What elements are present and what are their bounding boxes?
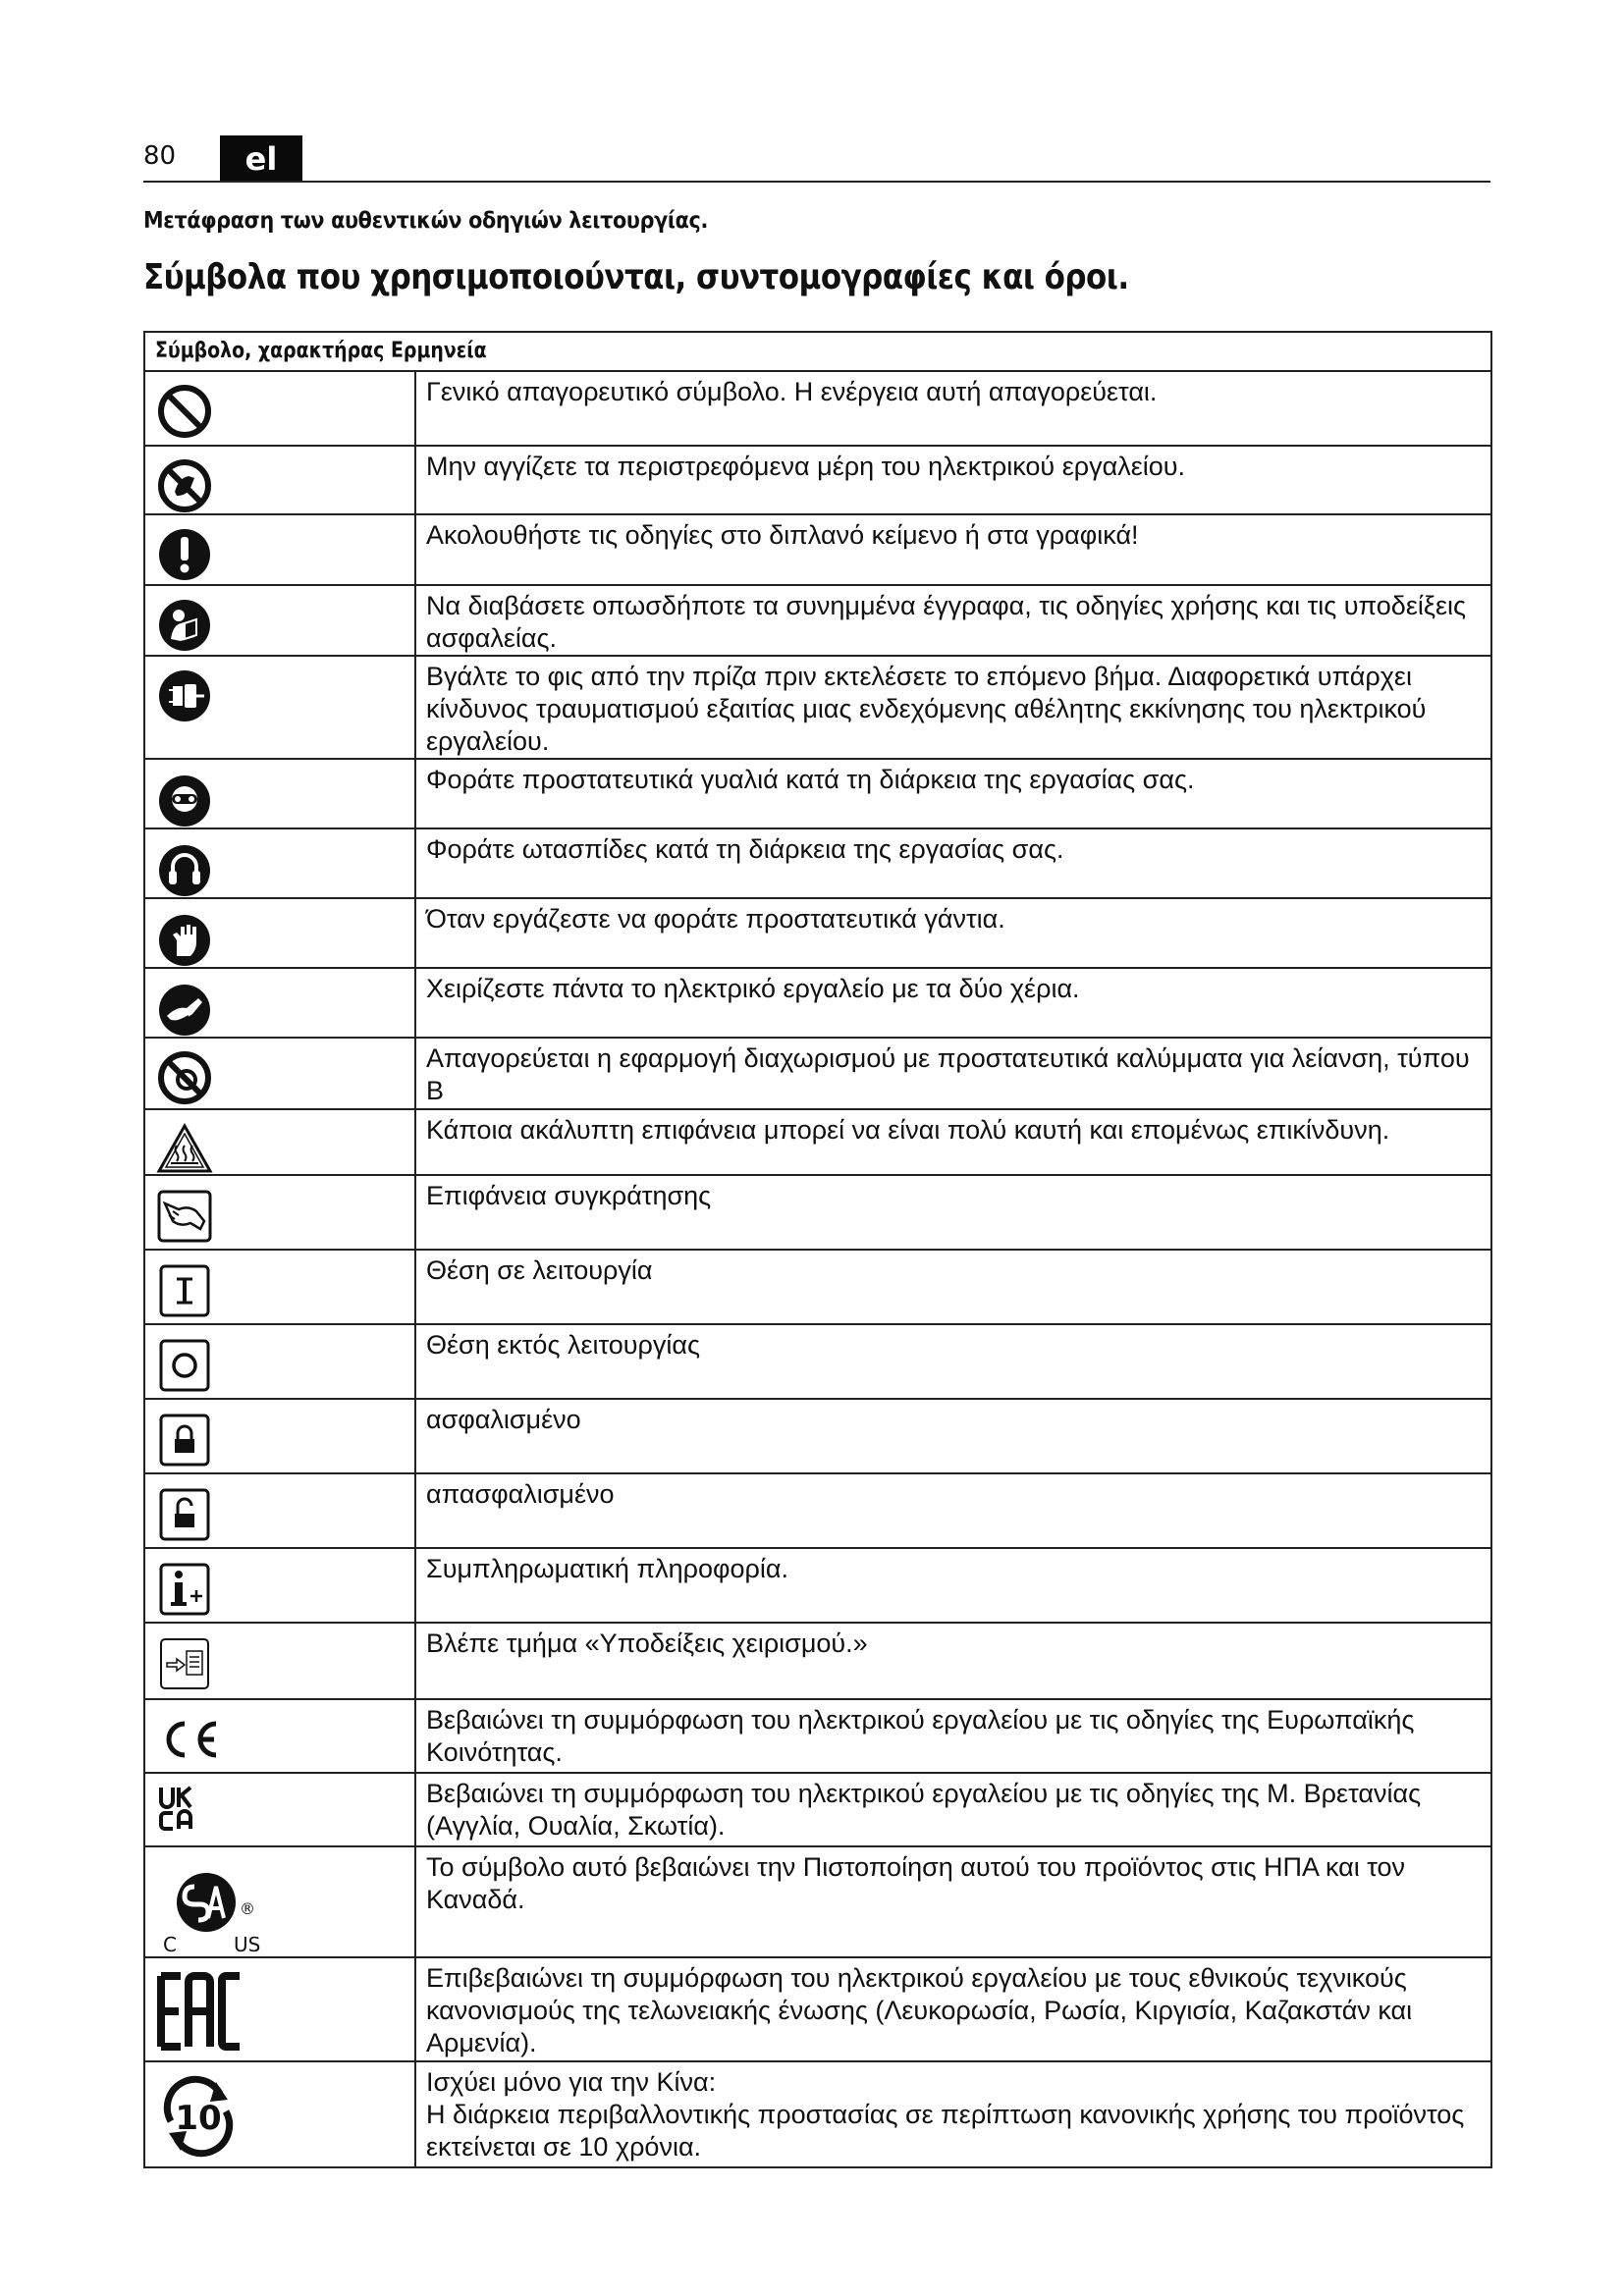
china-10-label: 10 (175, 2099, 222, 2138)
meaning-cell: Επιφάνεια συγκράτησης (415, 1175, 1491, 1250)
symbol-cell (144, 828, 415, 898)
meaning-cell: Συμπληρωματική πληροφορία. (415, 1548, 1491, 1623)
meaning-cell: Βλέπε τμήμα «Υποδείξεις χειρισμού.» (415, 1623, 1491, 1699)
symbol-cell (144, 1250, 415, 1324)
meaning-cell: Χειρίζεστε πάντα το ηλεκτρικό εργαλείο με τα δύο χέρια. (415, 968, 1491, 1038)
ear-protection-icon (155, 839, 214, 898)
symbol-cell (144, 759, 415, 828)
symbol-cell (144, 1957, 415, 2061)
ukca-mark-icon (155, 1784, 214, 1842)
lock-closed-icon (155, 1410, 214, 1468)
meaning-cell: Όταν εργάζεστε να φοράτε προστατευτικά γάντια. (415, 898, 1491, 968)
meaning-cell: Κάποια ακάλυπτη επιφάνεια μπορεί να είναι πολύ καυτή και επομένως επικίνδυνη. (415, 1109, 1491, 1175)
meaning-cell (415, 2061, 1491, 2167)
china-10-years-icon (155, 2072, 253, 2161)
info-plus-icon (155, 1559, 214, 1618)
symbol-cell (144, 446, 415, 514)
language-tag: el (220, 135, 302, 181)
two-hands-icon (155, 979, 214, 1038)
gloves-icon (155, 909, 214, 968)
prohibition-icon (155, 382, 214, 441)
table-row (144, 1399, 1491, 1473)
table-row (144, 1548, 1491, 1623)
symbols-table (143, 331, 1492, 2168)
symbol-cell (144, 1399, 415, 1473)
grip-surface-icon (155, 1186, 214, 1245)
table-row (144, 514, 1491, 585)
table-row (144, 585, 1491, 656)
meaning-cell: Μην αγγίζετε τα περιστρεφόμενα μέρη του ηλεκτρικού εργαλείου. (415, 446, 1491, 514)
meaning-text: Να διαβάσετε οπωσδήποτε τα συνημμένα έγγραφα, τις οδηγίες χρήσης και τις υποδείξεις ασφαλείας. (426, 591, 1466, 653)
table-row (144, 1473, 1491, 1548)
meaning-cell: Φοράτε προστατευτικά γυαλιά κατά τη διάρκεια της εργασίας σας. (415, 759, 1491, 828)
symbol-cell (144, 1109, 415, 1175)
meaning-cell: Θέση εκτός λειτουργίας (415, 1324, 1491, 1399)
csa-us-label: US (234, 1933, 261, 1955)
meaning-cell: Επιβεβαιώνει τη συμμόρφωση του ηλεκτρικού εργαλείου με τους εθνικούς τεχνικούς κανονισμούς της τελωνειακής ένωσης (Λευκορωσία, Ρωσία, Κιργισία, Καζακστάν και Αρμενία). (415, 1957, 1491, 2061)
lock-open-icon (155, 1484, 214, 1543)
meaning-cell: Βγάλτε το φις από την πρίζα πριν εκτελέσετε το επόμενο βήμα. Διαφορετικά υπάρχει κίνδυνος τραυματισμού εξαιτίας μιας ενδεχόμενης αθέλητης εκκίνησης του ηλεκτρικού εργαλείου. (415, 656, 1491, 759)
table-row (144, 1175, 1491, 1250)
table-row (144, 656, 1491, 759)
no-cutting-guard-icon (155, 1048, 214, 1107)
meaning-cell: Βεβαιώνει τη συμμόρφωση του ηλεκτρικού εργαλείου με τις οδηγίες της Μ. Βρετανίας (Αγγλία, Ουαλία, Σκωτία). (415, 1773, 1491, 1846)
csa-mark-icon (155, 1857, 273, 1955)
table-row (144, 2061, 1491, 2167)
safety-goggles-icon (155, 770, 214, 828)
meaning-cell: Το σύμβολο αυτό βεβαιώνει την Πιστοποίηση αυτού του προϊόντος στις ΗΠΑ και τον Καναδά. (415, 1846, 1491, 1957)
column-header-symbol: Σύμβολο, χαρακτήρας (155, 339, 385, 363)
hot-surface-icon (155, 1120, 214, 1179)
symbol-cell (144, 1548, 415, 1623)
meaning-cell: Απαγορεύεται η εφαρμογή διαχωρισμού με προστατευτικά καλύμματα για λείανση, τύπου Β (415, 1038, 1491, 1109)
power-on-icon (155, 1260, 214, 1319)
symbol-cell (144, 1773, 415, 1846)
table-row (144, 828, 1491, 898)
table-header (144, 332, 1491, 371)
symbol-cell (144, 1473, 415, 1548)
page-title: Σύμβολα που χρησιμοποιούνται, συντομογραφίες και όροι. (143, 257, 1129, 297)
table-header-row (144, 332, 1491, 371)
power-off-icon (155, 1335, 214, 1394)
table-row (144, 1699, 1491, 1773)
exclamation-icon (155, 525, 214, 584)
symbol-cell (144, 1699, 415, 1773)
symbol-cell (144, 968, 415, 1038)
symbol-cell (144, 2061, 415, 2167)
table-row (144, 759, 1491, 828)
page-header (143, 135, 1490, 183)
symbol-cell (144, 514, 415, 585)
eac-mark-icon (155, 1968, 253, 2056)
meaning-text: Ισχύει μόνο για την Κίνα: (426, 2067, 717, 2097)
meaning-cell: Γενικό απαγορευτικό σύμβολο. Η ενέργεια αυτή απαγορεύεται. (415, 371, 1491, 446)
page-number: 80 (143, 141, 177, 171)
see-section-icon (155, 1633, 214, 1692)
table-row (144, 446, 1491, 514)
unplug-icon (155, 667, 214, 725)
symbol-cell (144, 898, 415, 968)
table-row (144, 968, 1491, 1038)
table-row (144, 1250, 1491, 1324)
meaning-cell: Ακολουθήστε τις οδηγίες στο διπλανό κείμενο ή στα γραφικά! (415, 514, 1491, 585)
table-row (144, 1846, 1491, 1957)
symbol-cell (144, 1623, 415, 1699)
symbol-cell (144, 585, 415, 656)
symbol-cell (144, 1038, 415, 1109)
symbol-cell (144, 656, 415, 759)
symbol-cell (144, 371, 415, 446)
table-row (144, 1038, 1491, 1109)
table-row (144, 1324, 1491, 1399)
meaning-cell (415, 585, 1491, 656)
symbol-cell (144, 1846, 415, 1957)
symbol-cell (144, 1324, 415, 1399)
meaning-cell: Θέση σε λειτουργία (415, 1250, 1491, 1324)
table-row (144, 1957, 1491, 2061)
ce-mark-icon (155, 1710, 224, 1769)
table-row (144, 1773, 1491, 1846)
read-manual-icon (155, 596, 214, 655)
csa-registered-mark: ® (240, 1899, 255, 1918)
table-row (144, 898, 1491, 968)
no-touch-rotating-parts-icon (155, 456, 214, 515)
meaning-cell: απασφαλισμένο (415, 1473, 1491, 1548)
csa-c-label: C (163, 1933, 177, 1955)
column-header-meaning: Ερμηνεία (390, 339, 487, 363)
translation-note: Μετάφραση των αυθεντικών οδηγιών λειτουργίας. (143, 208, 709, 234)
meaning-cell: ασφαλισμένο (415, 1399, 1491, 1473)
table-row (144, 371, 1491, 446)
symbol-cell (144, 1175, 415, 1250)
table-row (144, 1623, 1491, 1699)
meaning-cell: Βεβαιώνει τη συμμόρφωση του ηλεκτρικού εργαλείου με τις οδηγίες της Ευρωπαϊκής Κοινότητας. (415, 1699, 1491, 1773)
meaning-cell: Φοράτε ωτασπίδες κατά τη διάρκεια της εργασίας σας. (415, 828, 1491, 898)
meaning-text-2: Η διάρκεια περιβαλλοντικής προστασίας σε περίπτωση κανονικής χρήσης του προϊόντος εκτείνεται σε 10 χρόνια. (426, 2100, 1465, 2162)
table-row (144, 1109, 1491, 1175)
